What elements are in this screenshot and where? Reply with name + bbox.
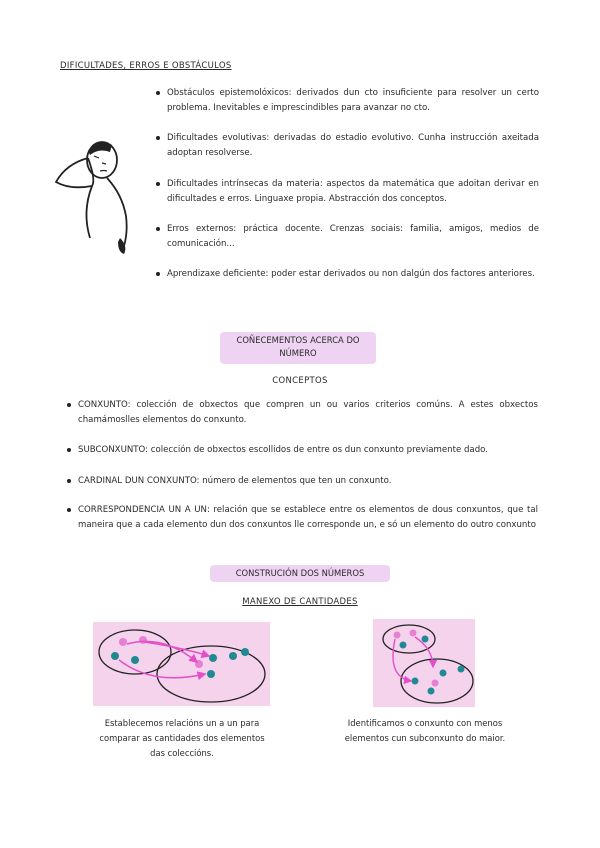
subtitle-conceptos: CONCEPTOS <box>272 376 328 386</box>
list-item: CONXUNTO: colección de obxectos que compren un ou varios criterios comúns. A estes obxectos chamámoslles elementos do conxunto. <box>78 398 538 427</box>
thinking-person-illustration <box>52 134 144 260</box>
list-item: Aprendizaxe deficiente: poder estar derivados ou non dalgún dos factores anteriores. <box>167 267 539 282</box>
correspondence-diagram <box>93 622 270 706</box>
caption-right: Identificamos o conxunto con menos elementos cun subconxunto do maior. <box>344 718 506 743</box>
section-title-line: COÑECEMENTOS ACERCA DO <box>236 335 360 345</box>
list-item: Obstáculos epistemolóxicos: derivados dun cto insuficiente para resolver un certo problema. Inevitables e imprescindibles para avanzar no cto. <box>167 86 539 115</box>
list-item: Dificultades evolutivas: derivadas do estadio evolutivo. Cunha instrucción axeitada adoptan resolverse. <box>167 131 539 160</box>
caption-left: Establecemos relacións un a un para comparar as cantidades dos elementos das coleccións. <box>99 718 265 758</box>
section-title-construcion: CONSTRUCIÓN DOS NÚMEROS <box>210 565 390 582</box>
list-item: CORRESPONDENCIA UN A UN: relación que se establece entre os elementos de dous conxuntos, que tal maneira que a cada elemento dun dos conxuntos lle corresponde un, e só un elemento do outro conxunto <box>78 503 538 532</box>
section-title-dificultades: DIFICULTADES, ERROS E OBSTÁCULOS <box>60 61 232 71</box>
section-title-line: NÚMERO <box>279 348 317 358</box>
subtitle-manexo: MANEXO DE CANTIDADES <box>242 597 358 607</box>
section-title-coñecementos <box>220 332 376 364</box>
list-item: Dificultades intrínsecas da materia: aspectos da matemática que adoitan derivar en dificultades e erros. Linguaxe propia. Abstracción dos conceptos. <box>167 177 539 206</box>
list-item: SUBCONXUNTO: colección de obxectos escollidos de entre os dun conxunto previamente dado. <box>78 443 538 458</box>
list-item: Erros externos: práctica docente. Crenzas sociais: familia, amigos, medios de comunicación... <box>167 222 539 251</box>
subset-diagram <box>373 619 475 707</box>
list-item: CARDINAL DUN CONXUNTO: número de elementos que ten un conxunto. <box>78 474 538 489</box>
